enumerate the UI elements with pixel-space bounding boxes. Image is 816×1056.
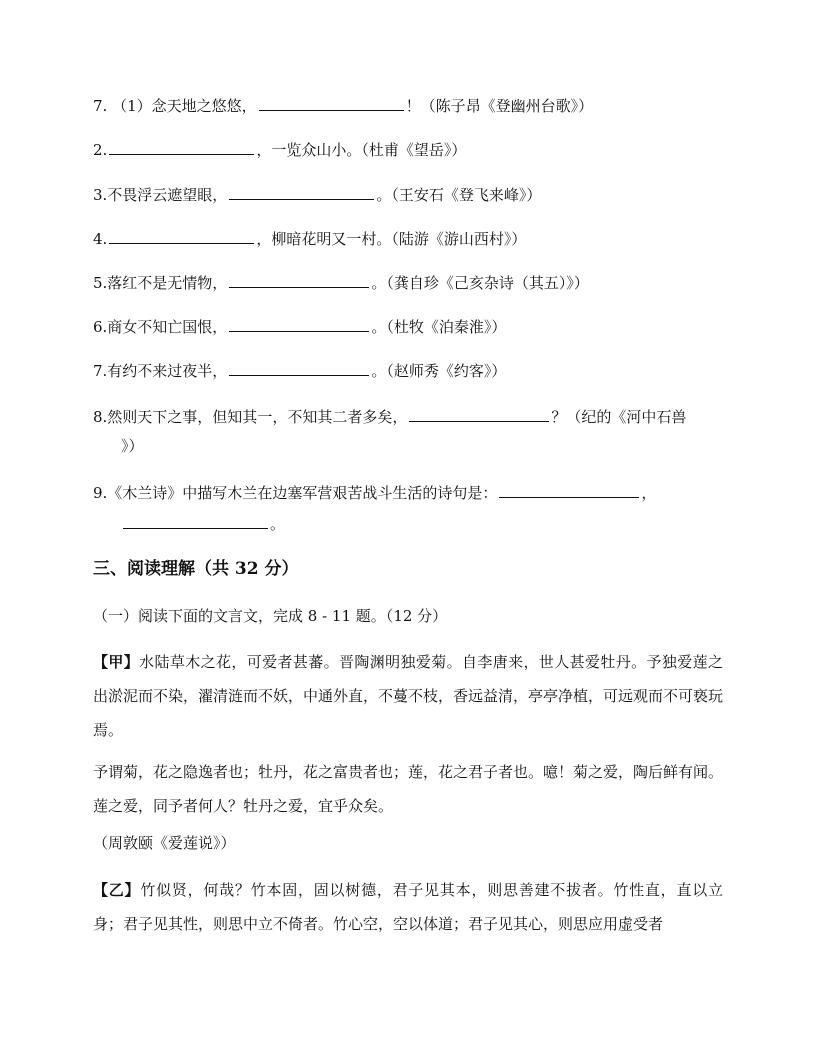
question-7-1 [93, 94, 726, 117]
question-text: ，一览众山小。（杜甫《望岳》） [256, 141, 467, 159]
passage-jia-2 [93, 755, 723, 823]
question-number: 2. [93, 141, 108, 159]
question-source-end: 》） [121, 437, 144, 455]
source-text: （周敦颐《爱莲说》） [93, 834, 236, 852]
answer-blank[interactable] [109, 227, 254, 244]
subsection-text-mid: 题。（ [351, 607, 394, 625]
question-text: 7.有约不来过夜半， [93, 362, 228, 380]
question-7 [93, 359, 726, 382]
question-8 [93, 405, 726, 428]
question-text: 8.然则天下之事，但知其一，不知其二者多矣， [93, 408, 408, 426]
answer-blank[interactable] [259, 94, 404, 111]
question-source: 。（龚自珍《己亥杂诗（其五）》） [371, 274, 589, 292]
question-text: ，柳暗花明又一村。（陆游《游山西村》） [256, 230, 527, 248]
subsection-text-end: 分） [412, 607, 448, 625]
question-5 [93, 271, 726, 294]
section-3-heading [93, 558, 726, 580]
question-number: 4. [93, 230, 108, 248]
subsection-1-heading [93, 605, 726, 627]
question-text: 3.不畏浮云遮望眼， [93, 186, 228, 204]
question-9 [93, 481, 726, 504]
answer-blank[interactable] [229, 315, 369, 332]
answer-blank[interactable] [229, 359, 369, 376]
question-source: ？（纪的《河中石兽 [551, 408, 687, 426]
answer-blank[interactable] [409, 405, 549, 422]
passage-jia [93, 645, 723, 747]
question-source: 。（杜牧《泊秦淮》） [371, 318, 507, 336]
answer-blank[interactable] [109, 138, 254, 155]
question-9-cont [121, 512, 726, 535]
passage-text: 竹似贤，何哉？竹本固，固以树德，君子见其本，则思善建不拔者。竹性直，直以立身；君子见其性，则思中立不倚者。竹心空，空以体道；君子见其心，则思应用虚受者 [93, 881, 723, 933]
question-8-cont [121, 435, 726, 457]
question-text: 5.落红不是无情物， [93, 274, 228, 292]
section-heading-suffix: 分） [258, 559, 299, 579]
question-source: 。（赵师秀《约客》） [371, 362, 507, 380]
passage-text: 水陆草木之花，可爱者甚蕃。晋陶渊明独爱菊。自李唐来，世人甚爱牡丹。予独爱莲之出淤泥而不染，濯清涟而不妖，中通外直，不蔓不枝，香远益清，亭亭净植，可远观而不可亵玩焉。 [93, 653, 724, 739]
comma: ， [641, 484, 657, 502]
passage-tag: 【甲】 [93, 653, 140, 671]
subsection-text: （一）阅读下面的文言文，完成 [93, 607, 308, 625]
subsection-points: 12 [393, 607, 413, 625]
section-score: 32 [234, 559, 259, 579]
question-text: 7. （1）念天地之悠悠， [93, 97, 257, 115]
question-text: 9.《木兰诗》中描写木兰在边塞军营艰苦战斗生活的诗句是： [93, 484, 498, 502]
answer-blank[interactable] [229, 183, 374, 200]
question-range: 8 - 11 [307, 607, 352, 625]
period: 。 [270, 515, 286, 533]
question-6 [93, 315, 726, 338]
question-2 [93, 138, 726, 161]
answer-blank[interactable] [123, 512, 268, 529]
passage-text: 予谓菊，花之隐逸者也；牡丹，花之富贵者也；莲，花之君子者也。噫！菊之爱，陶后鲜有闻。莲之爱，同予者何人？牡丹之爱，宜乎众矣。 [93, 763, 724, 815]
passage-source [93, 832, 726, 854]
question-source: 。（王安石《登飞来峰》） [376, 186, 542, 204]
question-4 [93, 227, 726, 250]
answer-blank[interactable] [229, 271, 369, 288]
question-3 [93, 183, 726, 206]
passage-tag: 【乙】 [93, 881, 141, 899]
answer-blank[interactable] [499, 481, 639, 498]
question-source: ！（陈子昂《登幽州台歌》） [405, 97, 594, 115]
section-heading-text: 三、阅读理解（共 [93, 559, 235, 579]
question-text: 6.商女不知亡国恨， [93, 318, 228, 336]
passage-yi [93, 873, 723, 941]
